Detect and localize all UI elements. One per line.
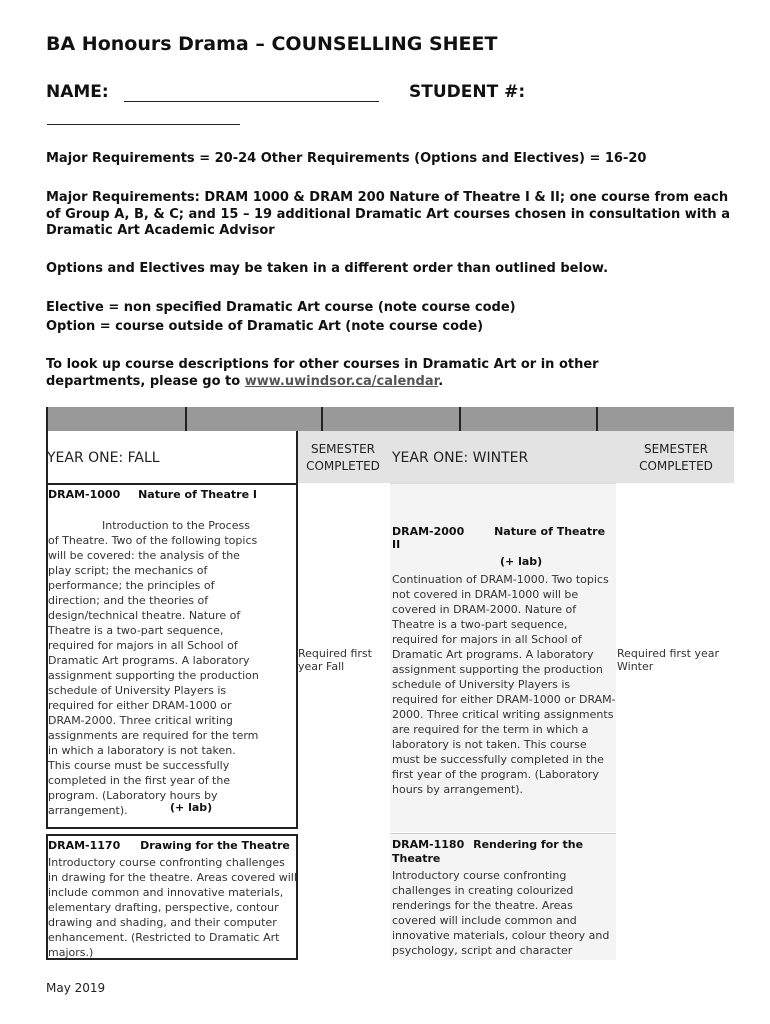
course-title: Nature of Theatre I [138,488,257,501]
fall-requirement-note: Required first year Fall [298,647,372,673]
student-number-field-line[interactable] [47,124,240,125]
elective-definition: Elective = non specified Dramatic Art course (note course code) [46,300,516,315]
course-description: Introductory course confronting challenges in creating colourized renderings for the theatre. Areas covered will include common and innovative materials, colour theory and psychology, script and character [392,869,610,957]
page-title: BA Honours Drama – COUNSELLING SHEET [46,33,498,55]
order-note: Options and Electives may be taken in a different order than outlined below. [46,261,609,276]
winter-requirement-note: Required first year Winter [617,647,719,673]
course-code: DRAM-2000 [392,525,465,538]
course-title: Drawing for the Theatre [140,839,290,852]
table-divider [185,407,187,433]
lookup-note [46,357,666,390]
table-divider [596,407,598,433]
table-divider [459,407,461,433]
name-label: NAME: [46,82,109,102]
name-row [46,82,526,102]
footer-date: May 2019 [46,981,106,995]
course-description: Introductory course confronting challenges in drawing for the theatre. Areas covered will include common and innovative materials, elementary drafting, perspective, contour drawing and shading, and their computer enhancement. (Restricted to Dramatic Art majors.) [48,856,297,959]
course-heading [48,488,263,501]
lookup-suffix: . [438,373,444,389]
student-number-label: STUDENT #: [409,82,526,102]
course-code: DRAM-1180 [392,838,465,851]
fall-course-cell-dram-1170 [46,834,298,960]
winter-course-cell-dram-1180 [390,833,616,960]
fall-semester-completed-header: SEMESTER COMPLETED [306,442,380,473]
fall-course-cell-dram-1000 [46,483,298,829]
course-heading [48,839,298,852]
course-description: Continuation of DRAM-1000. Two topics not covered in DRAM-1000 will be covered in DRAM-2000. Nature of Theatre is a two-part sequence, required for majors in all School of Dramatic Art programs. A laboratory assignment supporting the production schedule of University Players is required for either DRAM-1000 or DRAM-2000. Three critical writing assignments are required for the term in which a laboratory is not taken. This course must be successfully completed in the first year of the program. (Laboratory hours by arrangement). [392,573,616,796]
winter-course-cell-dram-2000 [390,483,616,832]
course-title: Rendering for the Theatre [392,838,584,865]
winter-header: YEAR ONE: WINTER [392,450,529,466]
table-divider [321,407,323,433]
lookup-text: To look up course descriptions for other courses in Dramatic Art or in other departments, please go to [46,357,599,389]
course-code: DRAM-1170 [48,839,121,852]
calendar-link[interactable]: www.uwindsor.ca/calendar [244,373,439,389]
winter-semester-completed-header: SEMESTER COMPLETED [639,442,713,473]
course-description: Introduction to the Process of Theatre. Two of the following topics will be covered: the analysis of the play script; the mechanics of performance; the principles of direction; and the theories of design/technical theatre. Nature of Theatre is a two-part sequence, required for majors in all School of Dramatic Art programs. A laboratory assignment supporting the production schedule of University Players is required for either DRAM-1000 or DRAM-2000. Three critical writing assignments are required for the term in which a laboratory is not taken. This course must be successfully completed in the first year of the program. (Laboratory hours by arrangement). [48,519,259,817]
lab-note: (+ lab) [500,555,543,568]
requirements-summary: Major Requirements = 20-24 Other Requirements (Options and Electives) = 16-20 [46,151,647,166]
course-code: DRAM-1000 [48,488,121,501]
option-definition: Option = course outside of Dramatic Art (note course code) [46,319,484,334]
name-field-line[interactable] [124,101,379,102]
lab-note: (+ lab) [170,801,213,814]
course-title: Nature of Theatre II [392,525,606,551]
course-heading [392,838,602,866]
table-divider [46,407,48,433]
table-header-bar [46,407,734,431]
course-heading [392,525,614,551]
fall-header: YEAR ONE: FALL [47,450,160,466]
major-requirements: Major Requirements: DRAM 1000 & DRAM 200 Nature of Theatre I & II; one course from each of Group A, B, & C; and 15 – 19 additional Dramatic Art courses chosen in consultation with a Dramatic Art Academic Advisor [46,190,730,238]
